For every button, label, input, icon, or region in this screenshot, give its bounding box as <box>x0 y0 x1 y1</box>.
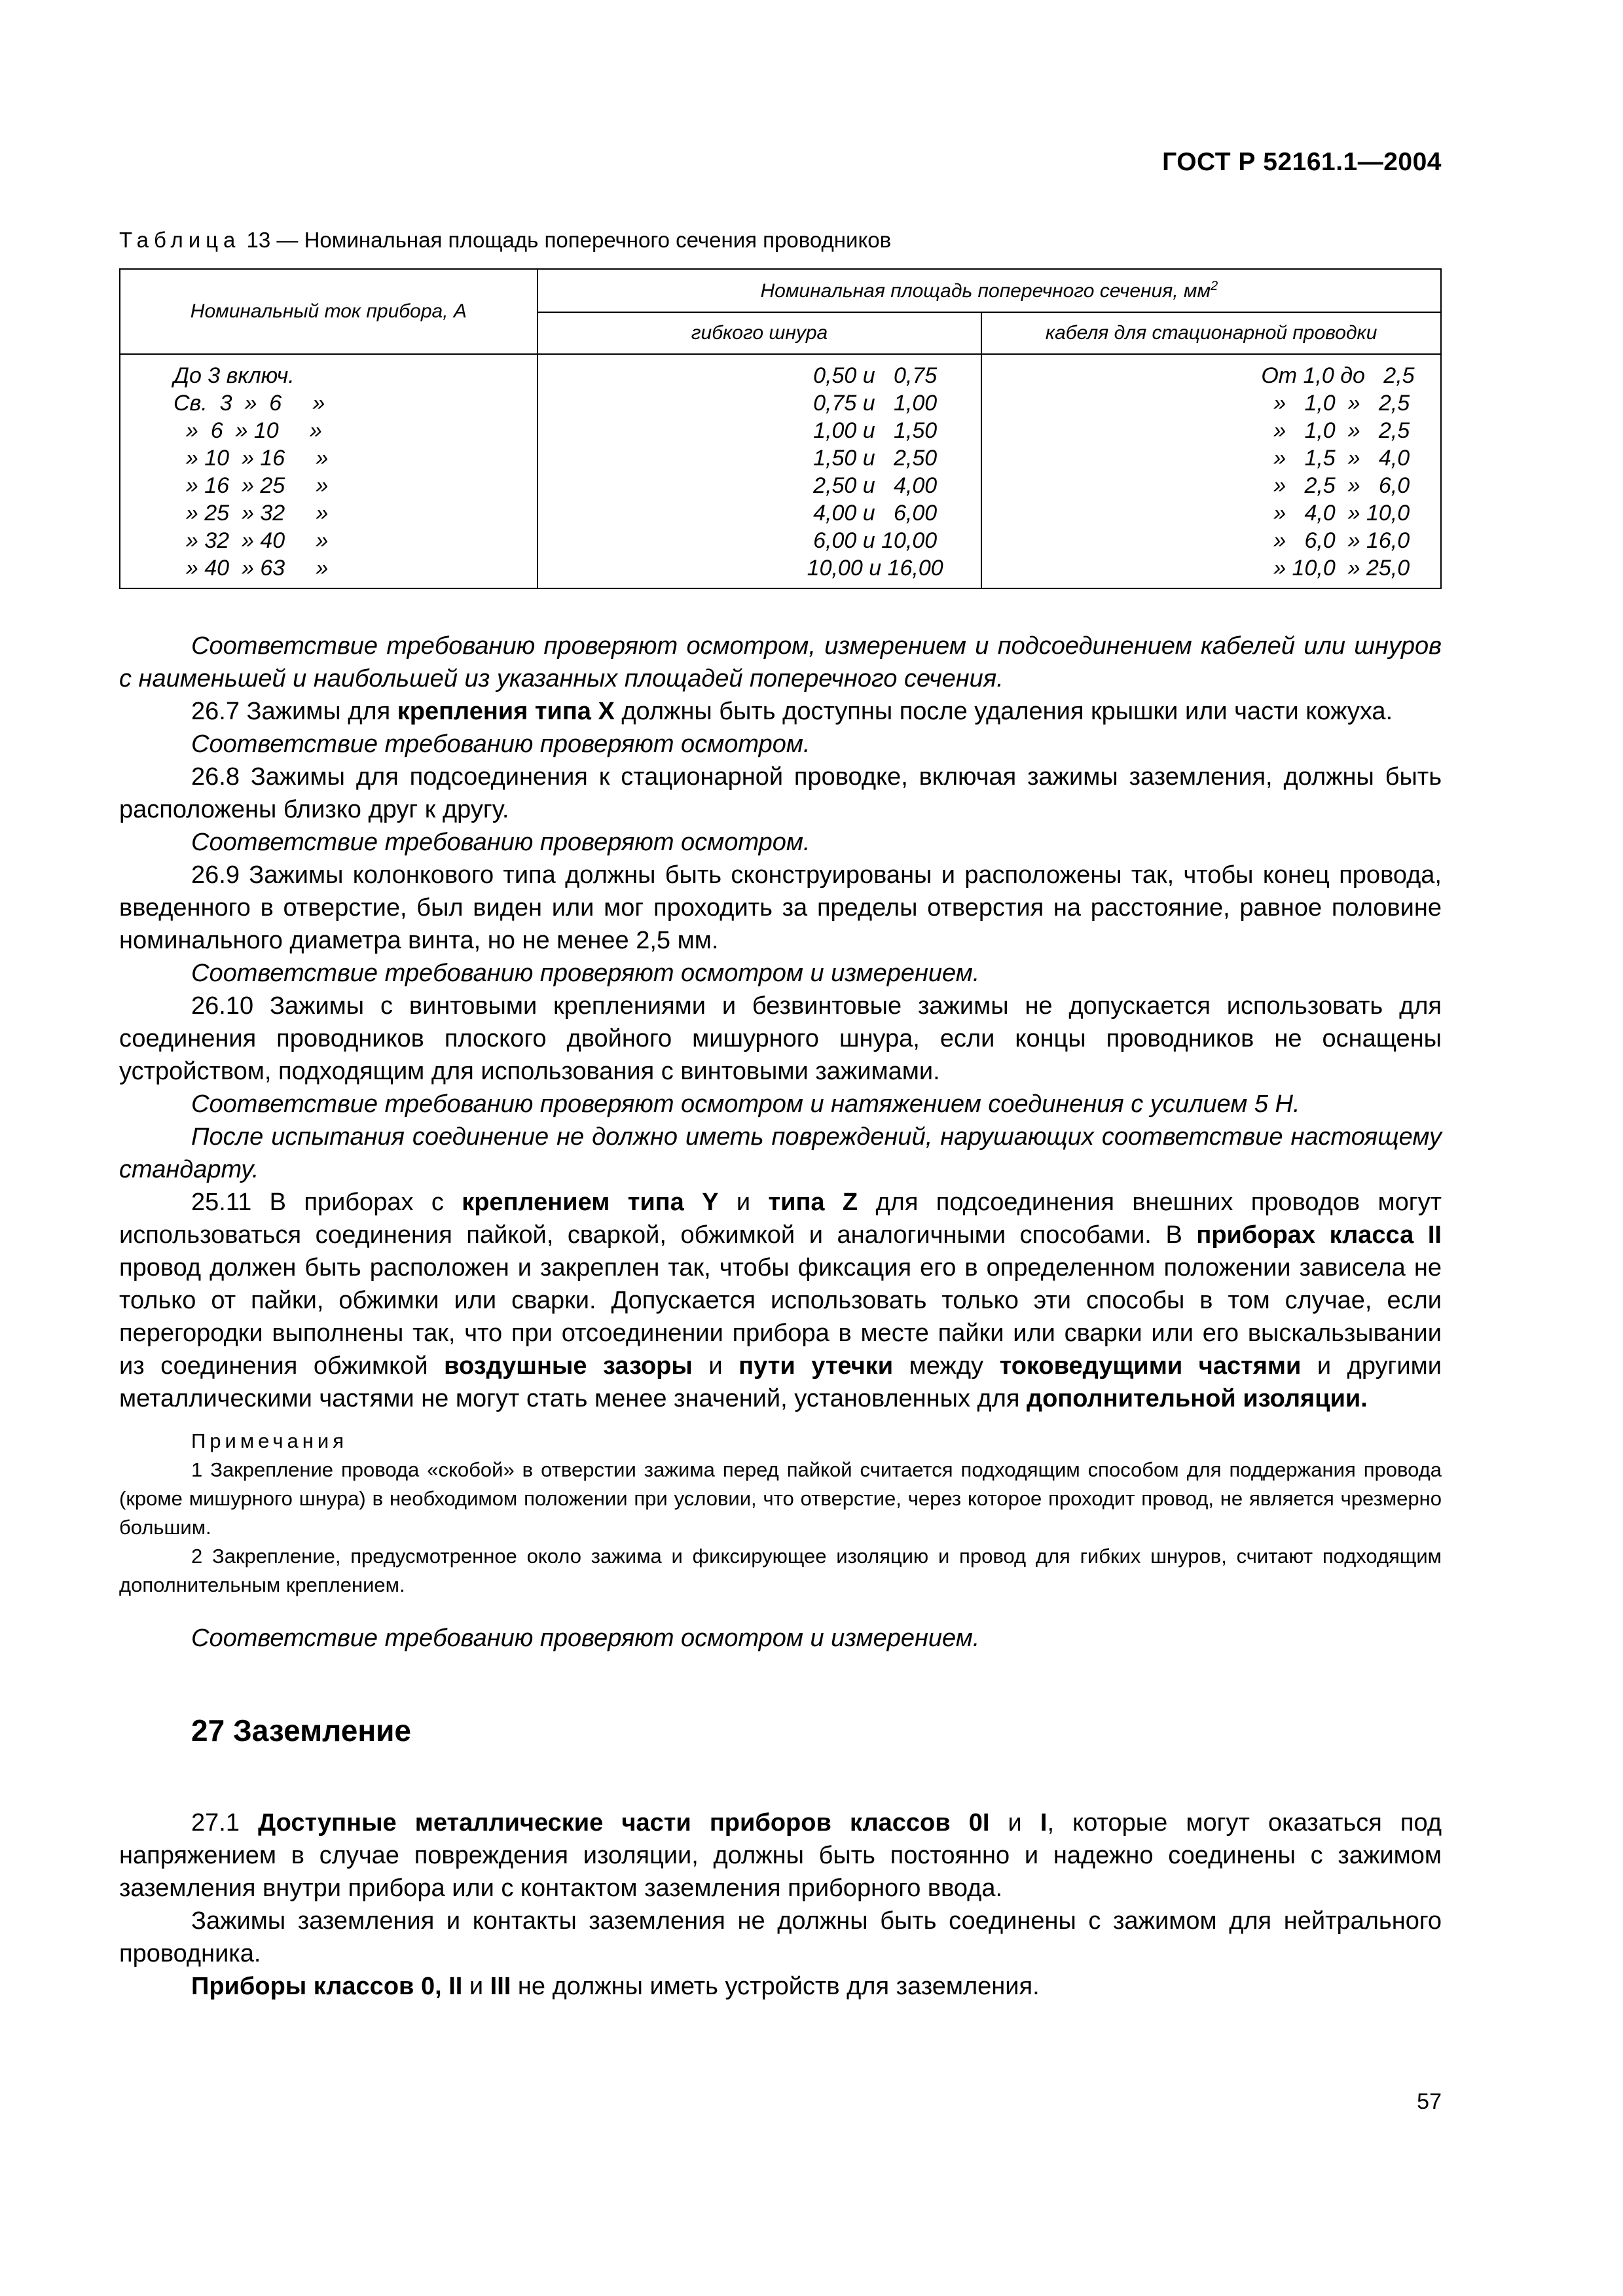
clause-26-8: 26.8 Зажимы для подсоединения к стационарной проводке, включая зажимы заземления, должны быть расположены близко друг к другу. <box>119 763 1442 823</box>
clause-27-1-para-3: Приборы классов 0, II и III не должны иметь устройств для заземления. <box>191 1973 1040 2000</box>
current-value-5: » 16 » 25 » <box>173 473 329 498</box>
note-2: 2 Закрепление, предусмотренное около зажима и фиксирующее изоляцию и провод для гибких шнуров, считают подходящим дополнительным креплением. <box>119 1545 1442 1596</box>
compliance-5: Соответствие требованию проверяют осмотром и натяжением соединения с усилием 5 Н. <box>191 1090 1300 1118</box>
cord-area-value-1: 0,50 и 0,75 <box>807 363 938 388</box>
cable-area-value-2: » 1,0 » 2,5 <box>1261 391 1410 416</box>
header-fixed-cable: кабеля для стационарной проводки <box>981 312 1441 354</box>
compliance-4: Соответствие требованию проверяют осмотром и измерением. <box>191 960 980 987</box>
cable-area-value-1: От 1,0 до 2,5 <box>1261 363 1415 388</box>
cable-area-value-6: » 4,0 » 10,0 <box>1261 501 1410 526</box>
compliance-3: Соответствие требованию проверяют осмотром. <box>191 829 811 856</box>
compliance-2: Соответствие требованию проверяют осмотром. <box>191 730 811 758</box>
cord-area-value-7: 6,00 и 10,00 <box>807 528 938 553</box>
body-text <box>119 630 1442 2003</box>
header-flexible-cord: гибкого шнура <box>538 312 982 354</box>
cord-area-value-8: 10,00 и 16,00 <box>807 556 943 581</box>
cord-area-value-4: 1,50 и 2,50 <box>807 446 938 471</box>
header-area: Номинальная площадь поперечного сечения, $мм^2$ <box>538 269 1441 312</box>
cord-area-value-6: 4,00 и 6,00 <box>807 501 938 526</box>
table-caption-text: 13 — Номинальная площадь поперечного сечения проводников <box>240 228 892 252</box>
table-caption <box>119 228 1442 253</box>
current-value-3: » 6 » 10 » <box>173 418 322 443</box>
current-value-7: » 32 » 40 » <box>173 528 329 553</box>
current-value-1: До 3 включ. <box>173 363 295 388</box>
header-current: Номинальный ток прибора, А <box>120 269 538 354</box>
clause-26-9: 26.9 Зажимы колонкового типа должны быть сконструированы и расположены так, чтобы конец провода, введенного в отверстие, был виден или мог проходить за пределы отверстия на расстояние, равное половине номинального диаметра винта, но не менее 2,5 мм. <box>119 861 1442 954</box>
page-number: 57 <box>1417 2089 1442 2114</box>
conductor-area-table <box>119 268 1442 589</box>
current-value-6: » 25 » 32 » <box>173 501 329 526</box>
column-flexible-cord <box>538 354 982 588</box>
cable-area-value-8: » 10,0 » 25,0 <box>1261 556 1410 581</box>
cable-area-value-7: » 6,0 » 16,0 <box>1261 528 1410 553</box>
cord-area-value-2: 0,75 и 1,00 <box>807 391 938 416</box>
column-current <box>120 354 538 588</box>
note-1: 1 Закрепление провода «скобой» в отверстии зажима перед пайкой считается подходящим способом для поддержания провода (кроме мишурного шнура) в необходимом положении при условии, что отверстие, через которое проходит провод, не является чрезмерно большим. <box>119 1458 1442 1539</box>
page-header: ГОСТ Р 52161.1—2004 <box>1162 148 1442 176</box>
current-value-2: Св. 3 » 6 » <box>173 391 325 416</box>
clause-27-1: 27.1 Доступные металлические части приборов классов 0I и I, которые могут оказаться под напряжением в случае повреждения изоляции, должны быть постоянно и надежно соединены с зажимом заземления внутри прибора или с контактом заземления приборного ввода. <box>119 1809 1442 1902</box>
cable-area-value-5: » 2,5 » 6,0 <box>1261 473 1410 498</box>
clause-26-10: 26.10 Зажимы с винтовыми креплениями и безвинтовые зажимы не допускается использовать для соединения проводников плоского двойного мишурного шнура, если концы проводников не оснащены устройством, подходящим для использования с винтовыми зажимами. <box>119 992 1442 1085</box>
compliance-1: Соответствие требованию проверяют осмотром, измерением и подсоединением кабелей или шнуров с наименьшей и наибольшей из указанных площадей поперечного сечения. <box>119 632 1442 692</box>
clause-25-11: 25.11 В приборах с креплением типа Y и типа Z для подсоединения внешних проводов могут использоваться соединения пайкой, сваркой, обжимкой и аналогичными способами. В приборах класса II провод должен быть расположен и закреплен так, чтобы фиксация его в определенном положении зависела не только от пайки, обжимки или сварки. Допускается использовать только эти способы в том случае, если перегородки выполнены так, что при отсоединении прибора в месте пайки или сварки или его выскальзывании из соединения обжимкой воздушные зазоры и пути утечки между токоведущими частями и другими металлическими частями не могут стать менее значений, установленных для дополнительной изоляции. <box>119 1189 1442 1412</box>
compliance-6: После испытания соединение не должно иметь повреждений, нарушающих соответствие настоящему стандарту. <box>119 1123 1442 1183</box>
clause-27-1-para-2: Зажимы заземления и контакты заземления не должны быть соединены с зажимом для нейтрального проводника. <box>119 1907 1442 1967</box>
table-caption-label: Таблица <box>119 228 241 252</box>
clause-26-7: 26.7 Зажимы для крепления типа X должны быть доступны после удаления крышки или части кожуха. <box>191 698 1393 725</box>
column-fixed-cable <box>981 354 1441 588</box>
current-value-8: » 40 » 63 » <box>173 556 329 581</box>
notes-title: Примечания <box>191 1429 348 1452</box>
current-value-4: » 10 » 16 » <box>173 446 329 471</box>
cable-area-value-4: » 1,5 » 4,0 <box>1261 446 1410 471</box>
cord-area-value-5: 2,50 и 4,00 <box>807 473 938 498</box>
section-27-title: 27 Заземление <box>191 1713 412 1748</box>
cord-area-value-3: 1,00 и 1,50 <box>807 418 938 443</box>
cable-area-value-3: » 1,0 » 2,5 <box>1261 418 1410 443</box>
compliance-7: Соответствие требованию проверяют осмотром и измерением. <box>191 1624 980 1652</box>
